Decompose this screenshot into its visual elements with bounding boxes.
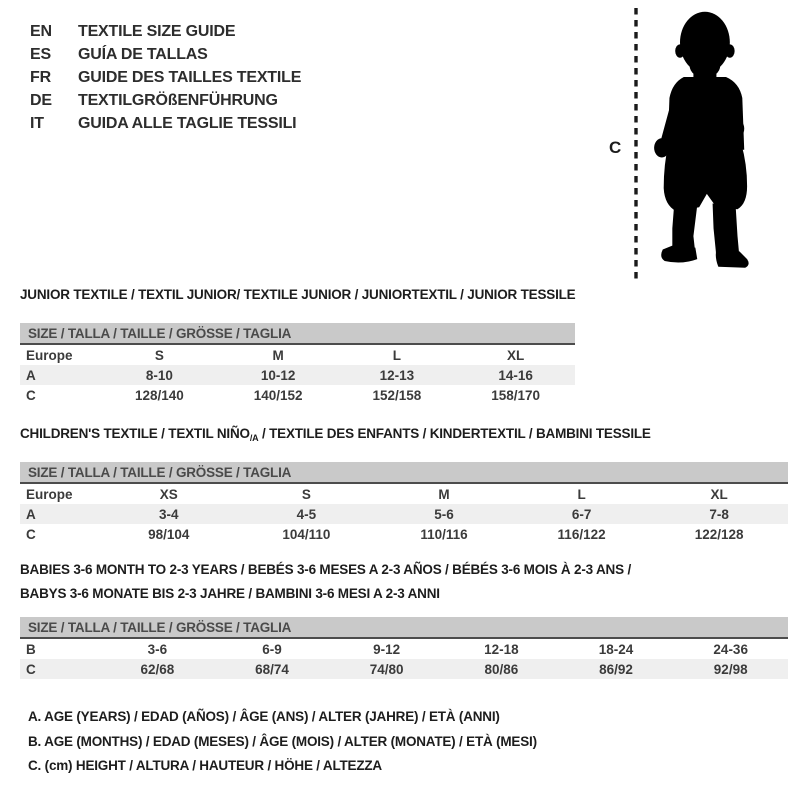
table-cell: XL	[710, 486, 728, 502]
table-cell: 92/98	[713, 661, 748, 677]
table-row	[20, 345, 575, 365]
language-row	[30, 89, 301, 112]
section-title	[20, 424, 788, 448]
table-cell: 86/92	[599, 661, 633, 677]
table-cell: XL	[506, 347, 525, 363]
guide-title: GUIDA ALLE TAGLIE TESSILI	[78, 114, 297, 132]
row-label: Europe	[26, 347, 73, 363]
table-row	[20, 524, 788, 544]
note-line-b: B. AGE (MONTHS) / EDAD (MESES) / ÂGE (MOIS) / ALTER (MONATE) / ETÀ (MESI)	[28, 733, 537, 749]
language-code: IT	[30, 114, 44, 132]
size-table-childrens	[20, 462, 788, 544]
table-cell: 98/104	[148, 526, 190, 542]
table-cell: 12-18	[484, 641, 519, 657]
table-cell: 5-6	[434, 506, 454, 522]
table-cell: M	[438, 486, 450, 502]
row-label: A	[26, 367, 36, 383]
size-table-header: SIZE / TALLA / TAILLE / GRÖSSE / TAGLIA	[20, 617, 788, 639]
table-row	[20, 504, 788, 524]
table-cell: 140/152	[253, 387, 303, 403]
row-label: Europe	[26, 486, 73, 502]
table-cell: 158/170	[491, 387, 541, 403]
note-line-c: C. (cm) HEIGHT / ALTURA / HAUTEUR / HÖHE / ALTEZZA	[28, 758, 382, 773]
row-label: C	[26, 661, 36, 677]
language-code: EN	[30, 22, 52, 40]
guide-title: GUÍA DE TALLAS	[78, 45, 208, 63]
table-cell: 62/68	[140, 661, 175, 677]
row-label: B	[26, 641, 36, 657]
language-code: FR	[30, 68, 51, 86]
table-row	[20, 639, 788, 659]
table-cell: 4-5	[296, 506, 317, 522]
language-row	[30, 112, 301, 135]
table-row	[20, 484, 788, 504]
table-cell: M	[272, 347, 284, 363]
size-table-babies	[20, 617, 788, 679]
table-cell: 14-16	[498, 367, 533, 383]
guide-title: GUIDE DES TAILLES TEXTILE	[78, 68, 302, 86]
language-code: ES	[30, 45, 51, 63]
table-cell: 68/74	[255, 661, 289, 677]
section-title	[20, 560, 788, 603]
row-label: A	[26, 506, 36, 522]
table-cell: 74/80	[369, 661, 404, 677]
table-row	[20, 365, 575, 385]
size-table-junior	[20, 323, 575, 405]
section-babies	[20, 560, 788, 679]
table-cell: XS	[159, 486, 178, 502]
height-dashed-line-icon	[633, 8, 639, 280]
section-title-sub: /A	[249, 433, 259, 443]
legend-notes	[28, 705, 537, 779]
section-title-line2: BABYS 3-6 MONATE BIS 2-3 JAHRE / BAMBINI 3-6 MESI A 2-3 ANNI	[20, 586, 440, 601]
guide-title: TEXTILE SIZE GUIDE	[78, 22, 236, 40]
section-title-text: / TEXTILE DES ENFANTS / KINDERTEXTIL / BAMBINI TESSILE	[258, 426, 651, 441]
table-cell: 122/128	[694, 526, 744, 542]
table-cell: 18-24	[598, 641, 634, 657]
table-cell: 80/86	[484, 661, 519, 677]
table-cell: 10-12	[260, 367, 296, 383]
row-label: C	[26, 387, 36, 403]
section-title	[20, 285, 575, 309]
table-cell: 12-13	[379, 367, 415, 383]
language-row	[30, 43, 301, 66]
table-cell: 110/116	[420, 526, 468, 542]
language-row	[30, 66, 301, 89]
baby-silhouette-icon	[643, 6, 763, 284]
table-cell: S	[301, 486, 311, 502]
table-cell: 6-7	[571, 506, 592, 522]
row-label: C	[26, 526, 36, 542]
language-title-list	[30, 20, 301, 135]
note-line-a: A. AGE (YEARS) / EDAD (AÑOS) / ÂGE (ANS) / ALTER (JAHRE) / ETÀ (ANNI)	[28, 709, 500, 724]
section-junior-textile	[20, 285, 575, 405]
size-table-header: SIZE / TALLA / TAILLE / GRÖSSE / TAGLIA	[20, 462, 788, 484]
table-cell: 9-12	[373, 641, 401, 657]
table-cell: 24-36	[713, 641, 748, 657]
height-measure-label: C	[609, 138, 622, 157]
table-cell: 7-8	[709, 506, 729, 522]
section-title-text: JUNIOR TEXTILE / TEXTIL JUNIOR/ TEXTILE JUNIOR / JUNIORTEXTIL / JUNIOR TESSILE	[20, 287, 576, 302]
table-cell: L	[577, 486, 586, 502]
table-row	[20, 385, 575, 405]
table-cell: 8-10	[145, 367, 173, 383]
section-title-text: BABIES 3-6 MONTH TO 2-3 YEARS / BEBÉS 3-6 MESES A 2-3 AÑOS / BÉBÉS 3-6 MOIS À 2-3 ANS /	[20, 562, 631, 577]
table-cell: L	[392, 347, 401, 363]
table-row	[20, 659, 788, 679]
language-code: DE	[30, 91, 52, 109]
table-cell: 152/158	[372, 387, 422, 403]
table-cell: 128/140	[134, 387, 184, 403]
table-cell: 116/122	[557, 526, 606, 542]
section-title-text: CHILDREN'S TEXTILE / TEXTIL NIÑO	[20, 426, 250, 441]
table-cell: 104/110	[282, 526, 331, 542]
size-table-header: SIZE / TALLA / TAILLE / GRÖSSE / TAGLIA	[20, 323, 575, 345]
table-cell: 6-9	[262, 641, 282, 657]
table-cell: 3-4	[159, 506, 179, 522]
table-cell: S	[154, 347, 164, 363]
table-cell: 3-6	[147, 641, 168, 657]
guide-title: TEXTILGRÖßENFÜHRUNG	[78, 91, 278, 109]
section-childrens-textile	[20, 424, 788, 544]
language-row	[30, 20, 301, 43]
